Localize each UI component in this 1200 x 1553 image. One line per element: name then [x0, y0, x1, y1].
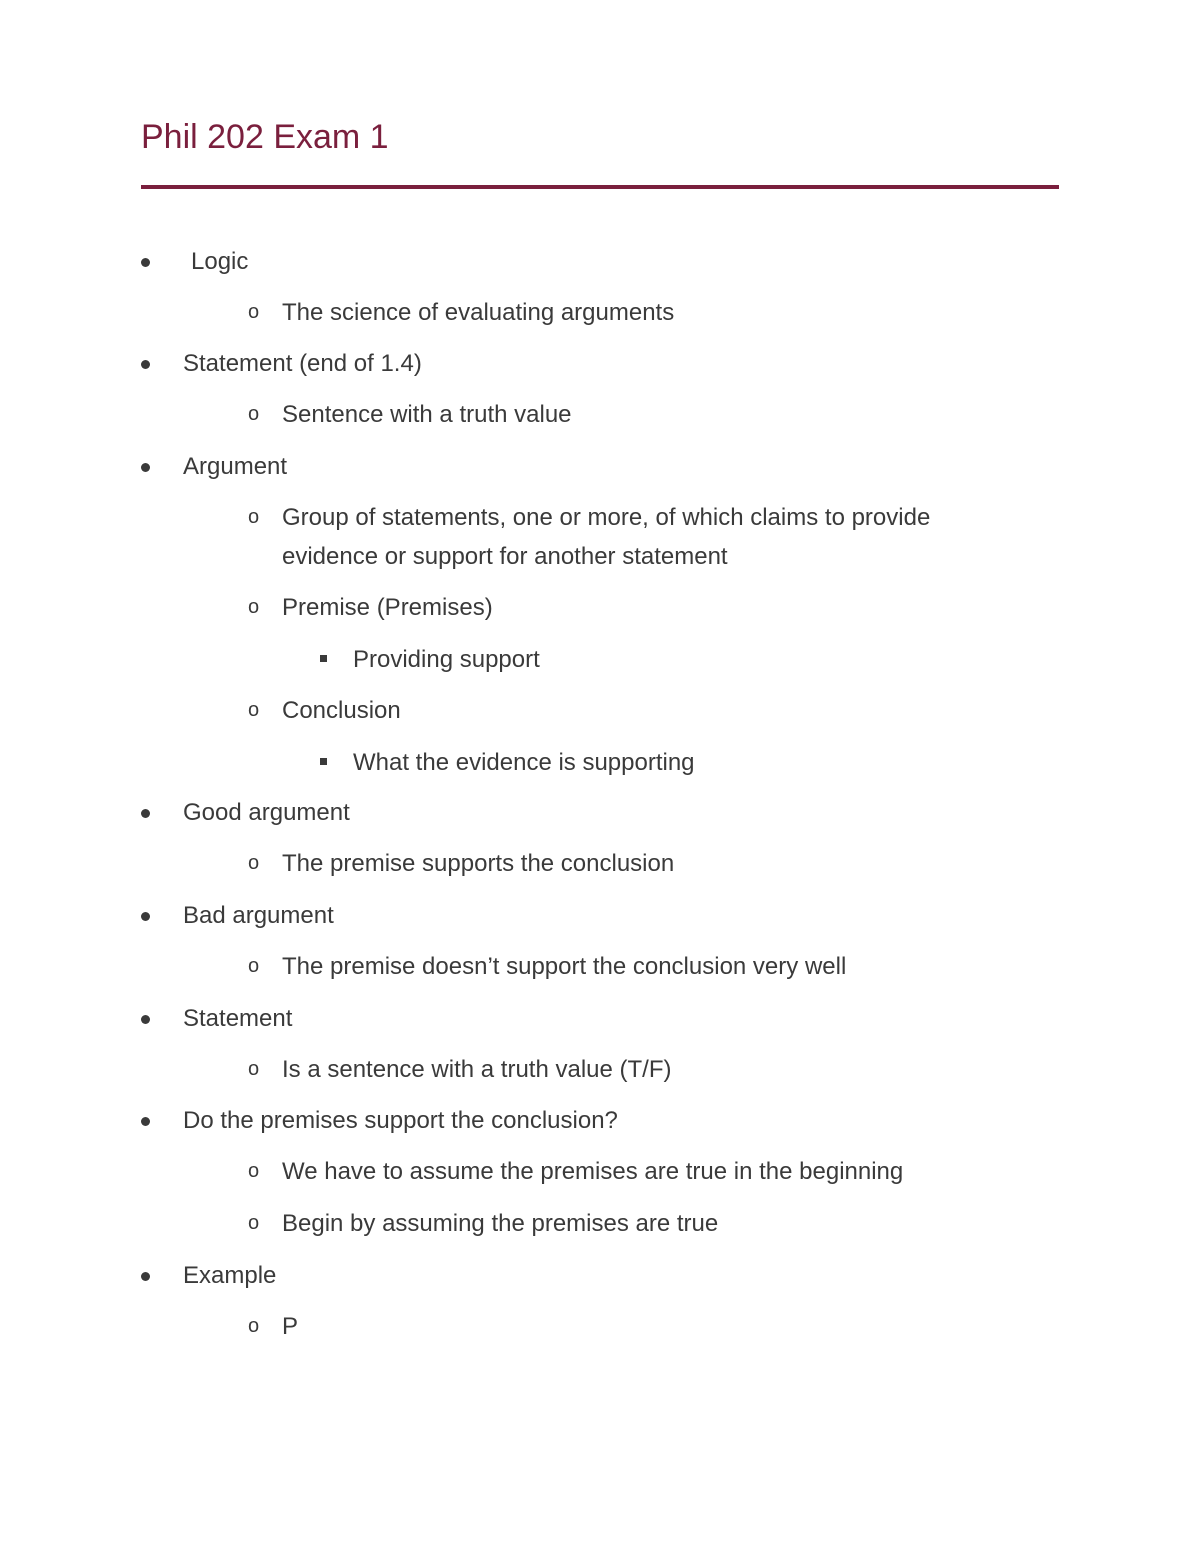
outline-item-text: Do the premises support the conclusion? [183, 1107, 618, 1134]
bullet-dot-icon [141, 1272, 150, 1281]
outline-item-text: Conclusion [282, 697, 401, 724]
outline-item-text: Sentence with a truth value [282, 401, 572, 428]
outline-item-text: Bad argument [183, 902, 334, 929]
bullet-circle-icon: o [248, 403, 260, 425]
outline-item-text: The premise supports the conclusion [282, 850, 675, 877]
bullet-circle-icon: o [248, 1160, 260, 1182]
bullet-circle-icon: o [248, 1058, 260, 1080]
bullet-dot-icon [141, 809, 150, 818]
bullet-dot-icon [141, 1117, 150, 1126]
bullet-dot-icon [141, 1015, 150, 1024]
outline-item-text: Providing support [353, 646, 540, 673]
outline-item-text: Is a sentence with a truth value (T/F) [282, 1056, 672, 1083]
bullet-dot-icon [141, 360, 150, 369]
bullet-square-icon [320, 655, 327, 662]
bullet-square-icon [320, 758, 327, 765]
bullet-circle-icon: o [248, 1212, 260, 1234]
title-divider [141, 185, 1059, 189]
outline-item-text: The science of evaluating arguments [282, 299, 675, 326]
bullet-circle-icon: o [248, 699, 260, 721]
bullet-circle-icon: o [248, 1315, 260, 1337]
outline-item-text: Logic [191, 248, 249, 275]
outline-item-text: Premise (Premises) [282, 594, 493, 621]
bullet-dot-icon [141, 463, 150, 472]
bullet-dot-icon [141, 912, 150, 921]
outline-item-text: Example [183, 1262, 277, 1289]
outline-item-text: Good argument [183, 799, 350, 826]
outline-item-text: The premise doesn’t support the conclusion very well [282, 953, 847, 980]
outline-item-text: P [282, 1313, 299, 1340]
outline-item-text: We have to assume the premises are true in the beginning [282, 1158, 904, 1185]
bullet-circle-icon: o [248, 506, 260, 528]
outline-item-text: Statement (end of 1.4) [183, 350, 422, 377]
outline-item-text: Begin by assuming the premises are true [282, 1210, 719, 1237]
bullet-dot-icon [141, 258, 150, 267]
bullet-circle-icon: o [248, 301, 260, 323]
outline-item-text: evidence or support for another statement [282, 543, 728, 570]
outline-item-text: What the evidence is supporting [353, 749, 695, 776]
outline-item-text: Argument [183, 453, 288, 480]
page-title: Phil 202 Exam 1 [141, 118, 389, 156]
outline-item-text: Group of statements, one or more, of which claims to provide [282, 504, 931, 531]
bullet-circle-icon: o [248, 955, 260, 977]
bullet-circle-icon: o [248, 596, 260, 618]
bullet-circle-icon: o [248, 852, 260, 874]
outline-item-text: Statement [183, 1005, 293, 1032]
